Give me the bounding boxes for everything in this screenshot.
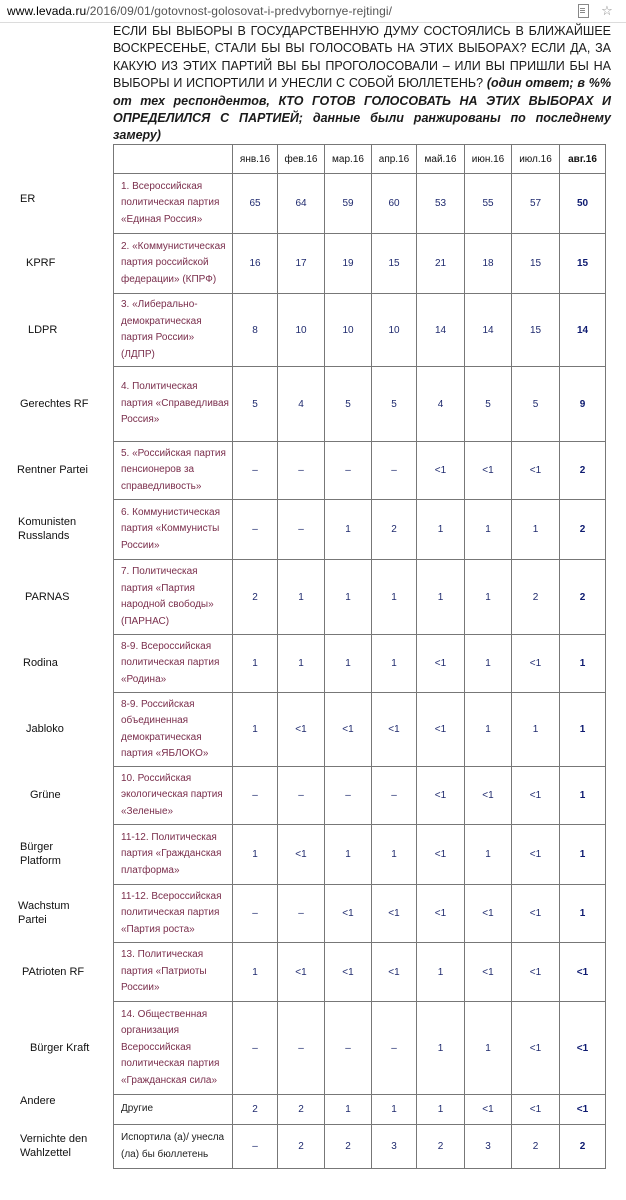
value-cell: –	[278, 885, 325, 943]
value-cell: 14	[560, 294, 606, 367]
table-row	[114, 500, 606, 560]
value-cell: 57	[512, 174, 560, 234]
question-note: (один ответ; в %% от тех респондентов, КТО ГОТОВ ГОЛОСОВАТЬ НА ЭТИХ ВЫБОРАХ И ОПРЕДЕЛИЛСЯ С ПАРТИЕЙ; данные были ранжированы по последнему замеру)	[113, 76, 611, 143]
german-party-label: PARNAS	[25, 591, 70, 603]
value-cell: <1	[417, 825, 465, 885]
month-header: июл.16	[512, 145, 560, 174]
party-name-cell: Другие	[114, 1095, 233, 1125]
value-cell: –	[372, 442, 417, 500]
party-name-cell: Испортила (а)/ унесла (ла) бы бюллетень	[114, 1125, 233, 1169]
german-party-label: PAtrioten RF	[22, 966, 85, 978]
value-cell: 1	[417, 560, 465, 635]
value-cell: 1	[233, 943, 278, 1002]
value-cell: –	[278, 1002, 325, 1095]
value-cell: 50	[560, 174, 606, 234]
value-cell: 1	[512, 693, 560, 767]
value-cell: <1	[465, 885, 512, 943]
value-cell: 64	[278, 174, 325, 234]
value-cell: 1	[465, 693, 512, 767]
value-cell: <1	[325, 885, 372, 943]
value-cell: 1	[417, 1002, 465, 1095]
value-cell: 2	[560, 560, 606, 635]
value-cell: 2	[560, 1125, 606, 1169]
url-text[interactable]	[7, 4, 392, 18]
month-header: май.16	[417, 145, 465, 174]
german-party-label: Jabloko	[26, 723, 64, 735]
value-cell: 10	[278, 294, 325, 367]
table-row	[114, 174, 606, 234]
value-cell: 1	[560, 767, 606, 825]
value-cell: –	[278, 442, 325, 500]
url-path: /2016/09/01/gotovnost-golosovat-i-predvybornye-rejtingi/	[86, 4, 393, 18]
table-row	[114, 1095, 606, 1125]
value-cell: 5	[233, 367, 278, 442]
star-icon[interactable]: ☆	[601, 3, 613, 18]
value-cell: –	[233, 767, 278, 825]
german-party-label: Rodina	[23, 657, 58, 669]
value-cell: 9	[560, 367, 606, 442]
value-cell: <1	[278, 943, 325, 1002]
value-cell: 5	[465, 367, 512, 442]
page-icon[interactable]	[575, 3, 591, 19]
value-cell: <1	[372, 693, 417, 767]
table-row	[114, 234, 606, 294]
party-name-cell: 10. Российская экологическая партия «Зеленые»	[114, 767, 233, 825]
month-header: апр.16	[372, 145, 417, 174]
table-row	[114, 885, 606, 943]
value-cell: 1	[325, 635, 372, 693]
value-cell: <1	[512, 885, 560, 943]
value-cell: 1	[233, 693, 278, 767]
value-cell: <1	[512, 635, 560, 693]
value-cell: –	[233, 500, 278, 560]
value-cell: –	[372, 767, 417, 825]
value-cell: 2	[278, 1125, 325, 1169]
value-cell: <1	[325, 943, 372, 1002]
value-cell: 2	[560, 442, 606, 500]
value-cell: <1	[560, 1095, 606, 1125]
table-row	[114, 367, 606, 442]
value-cell: 1	[325, 560, 372, 635]
table-row	[114, 1002, 606, 1095]
value-cell: –	[233, 1125, 278, 1169]
value-cell: 1	[465, 560, 512, 635]
value-cell: –	[278, 767, 325, 825]
value-cell: –	[325, 767, 372, 825]
value-cell: 53	[417, 174, 465, 234]
table-row	[114, 294, 606, 367]
value-cell: 2	[372, 500, 417, 560]
table-row	[114, 693, 606, 767]
value-cell: 1	[465, 500, 512, 560]
table-row	[114, 767, 606, 825]
value-cell: 5	[325, 367, 372, 442]
value-cell: 2	[417, 1125, 465, 1169]
german-party-label: Grüne	[30, 789, 61, 801]
value-cell: 10	[372, 294, 417, 367]
german-party-label: ER	[20, 193, 36, 205]
value-cell: 1	[417, 943, 465, 1002]
value-cell: 4	[417, 367, 465, 442]
value-cell: <1	[372, 943, 417, 1002]
address-bar[interactable]	[0, 0, 626, 23]
value-cell: 5	[512, 367, 560, 442]
value-cell: –	[278, 500, 325, 560]
value-cell: <1	[512, 442, 560, 500]
value-cell: <1	[512, 943, 560, 1002]
value-cell: <1	[512, 825, 560, 885]
value-cell: 15	[512, 294, 560, 367]
value-cell: <1	[560, 1002, 606, 1095]
party-name-cell: 14. Общественная организация Всероссийская политическая партия «Гражданская сила»	[114, 1002, 233, 1095]
value-cell: <1	[512, 767, 560, 825]
german-party-label: Andere	[20, 1095, 56, 1107]
value-cell: –	[233, 1002, 278, 1095]
value-cell: 1	[278, 635, 325, 693]
value-cell: 16	[233, 234, 278, 294]
german-party-label: Gerechtes RF	[20, 398, 89, 410]
table-row	[114, 943, 606, 1002]
value-cell: 1	[372, 560, 417, 635]
value-cell: <1	[278, 825, 325, 885]
value-cell: 60	[372, 174, 417, 234]
value-cell: 2	[233, 1095, 278, 1125]
table-row	[114, 1125, 606, 1169]
value-cell: 1	[372, 825, 417, 885]
value-cell: 1	[417, 1095, 465, 1125]
value-cell: 3	[465, 1125, 512, 1169]
value-cell: 1	[372, 1095, 417, 1125]
value-cell: 14	[417, 294, 465, 367]
value-cell: –	[372, 1002, 417, 1095]
value-cell: 18	[465, 234, 512, 294]
value-cell: 2	[512, 560, 560, 635]
question-text	[113, 23, 611, 145]
value-cell: 1	[325, 500, 372, 560]
value-cell: 1	[372, 635, 417, 693]
results-table	[113, 144, 606, 1169]
value-cell: <1	[417, 693, 465, 767]
value-cell: –	[233, 885, 278, 943]
value-cell: 21	[417, 234, 465, 294]
german-party-label: Vernichte den Wahlzettel	[20, 1133, 88, 1159]
party-name-cell: 7. Политическая партия «Партия народной свободы» (ПАРНАС)	[114, 560, 233, 635]
value-cell: 1	[465, 825, 512, 885]
german-party-label: LDPR	[28, 324, 58, 336]
value-cell: 65	[233, 174, 278, 234]
value-cell: <1	[278, 693, 325, 767]
value-cell: <1	[325, 693, 372, 767]
party-name-cell: 4. Политическая партия «Справедливая Россия»	[114, 367, 233, 442]
value-cell: 2	[560, 500, 606, 560]
value-cell: 1	[465, 1002, 512, 1095]
value-cell: 1	[512, 500, 560, 560]
header-empty-cell	[114, 145, 233, 174]
value-cell: 5	[372, 367, 417, 442]
value-cell: 15	[560, 234, 606, 294]
german-party-label: Rentner Partei	[17, 464, 88, 476]
party-name-cell: 5. «Российская партия пенсионеров за справедливость»	[114, 442, 233, 500]
value-cell: <1	[372, 885, 417, 943]
value-cell: 4	[278, 367, 325, 442]
value-cell: 1	[465, 635, 512, 693]
value-cell: <1	[465, 767, 512, 825]
value-cell: 1	[560, 635, 606, 693]
party-name-cell: 8-9. Всероссийская политическая партия «Родина»	[114, 635, 233, 693]
party-name-cell: 8-9. Российская объединенная демократическая партия «ЯБЛОКО»	[114, 693, 233, 767]
value-cell: 1	[278, 560, 325, 635]
table-row	[114, 635, 606, 693]
table-header-row	[114, 145, 606, 174]
german-party-label: Komunisten Russlands	[18, 516, 77, 542]
party-name-cell: 6. Коммунистическая партия «Коммунисты России»	[114, 500, 233, 560]
value-cell: <1	[512, 1002, 560, 1095]
url-host: www.levada.ru	[7, 4, 87, 18]
value-cell: 2	[233, 560, 278, 635]
table-row	[114, 560, 606, 635]
table-row	[114, 825, 606, 885]
month-header: янв.16	[233, 145, 278, 174]
party-name-cell: 11-12. Политическая партия «Гражданская платформа»	[114, 825, 233, 885]
value-cell: 1	[233, 825, 278, 885]
value-cell: <1	[417, 885, 465, 943]
value-cell: 1	[560, 885, 606, 943]
value-cell: –	[325, 442, 372, 500]
month-header: мар.16	[325, 145, 372, 174]
value-cell: 1	[325, 1095, 372, 1125]
party-name-cell: 2. «Коммунистическая партия российской федерации» (КПРФ)	[114, 234, 233, 294]
value-cell: 15	[372, 234, 417, 294]
value-cell: 1	[560, 825, 606, 885]
value-cell: 2	[278, 1095, 325, 1125]
value-cell: <1	[465, 1095, 512, 1125]
german-party-label: KPRF	[26, 257, 56, 269]
month-header: авг.16	[560, 145, 606, 174]
value-cell: 1	[417, 500, 465, 560]
german-party-label: Bürger Kraft	[30, 1042, 90, 1054]
value-cell: 19	[325, 234, 372, 294]
value-cell: 17	[278, 234, 325, 294]
value-cell: <1	[560, 943, 606, 1002]
german-party-label: Wachstum Partei	[18, 900, 70, 926]
party-name-cell: 11-12. Всероссийская политическая партия «Партия роста»	[114, 885, 233, 943]
value-cell: –	[325, 1002, 372, 1095]
value-cell: –	[233, 442, 278, 500]
value-cell: <1	[417, 767, 465, 825]
party-name-cell: 13. Политическая партия «Патриоты России»	[114, 943, 233, 1002]
table-row	[114, 442, 606, 500]
value-cell: 8	[233, 294, 278, 367]
value-cell: 1	[325, 825, 372, 885]
party-name-cell: 1. Всероссийская политическая партия «Единая Россия»	[114, 174, 233, 234]
value-cell: <1	[512, 1095, 560, 1125]
value-cell: 1	[233, 635, 278, 693]
value-cell: 2	[325, 1125, 372, 1169]
german-party-label: Bürger Platform	[20, 841, 61, 867]
month-header: июн.16	[465, 145, 512, 174]
value-cell: 2	[512, 1125, 560, 1169]
value-cell: 59	[325, 174, 372, 234]
value-cell: 15	[512, 234, 560, 294]
value-cell: 55	[465, 174, 512, 234]
value-cell: 10	[325, 294, 372, 367]
value-cell: <1	[465, 442, 512, 500]
party-name-cell: 3. «Либерально-демократическая партия России» (ЛДПР)	[114, 294, 233, 367]
value-cell: <1	[465, 943, 512, 1002]
value-cell: 3	[372, 1125, 417, 1169]
value-cell: <1	[417, 442, 465, 500]
value-cell: 14	[465, 294, 512, 367]
question-main: ЕСЛИ БЫ ВЫБОРЫ В ГОСУДАРСТВЕННУЮ ДУМУ СОСТОЯЛИСЬ В БЛИЖАЙШЕЕ ВОСКРЕСЕНЬЕ, СТАЛИ БЫ ВЫ ГОЛОСОВАТЬ НА ЭТИХ ВЫБОРАХ? ЕСЛИ ДА, ЗА КАКУЮ ИЗ ЭТИХ ПАРТИЙ ВЫ БЫ ПРОГОЛОСОВАЛИ – ИЛИ ВЫ ПРИШЛИ БЫ НА ВЫБОРЫ И ИСПОРТИЛИ И УНЕСЛИ С СОБОЙ БЮЛЛЕТЕНЬ?	[113, 24, 611, 91]
value-cell: 1	[560, 693, 606, 767]
month-header: фев.16	[278, 145, 325, 174]
value-cell: <1	[417, 635, 465, 693]
